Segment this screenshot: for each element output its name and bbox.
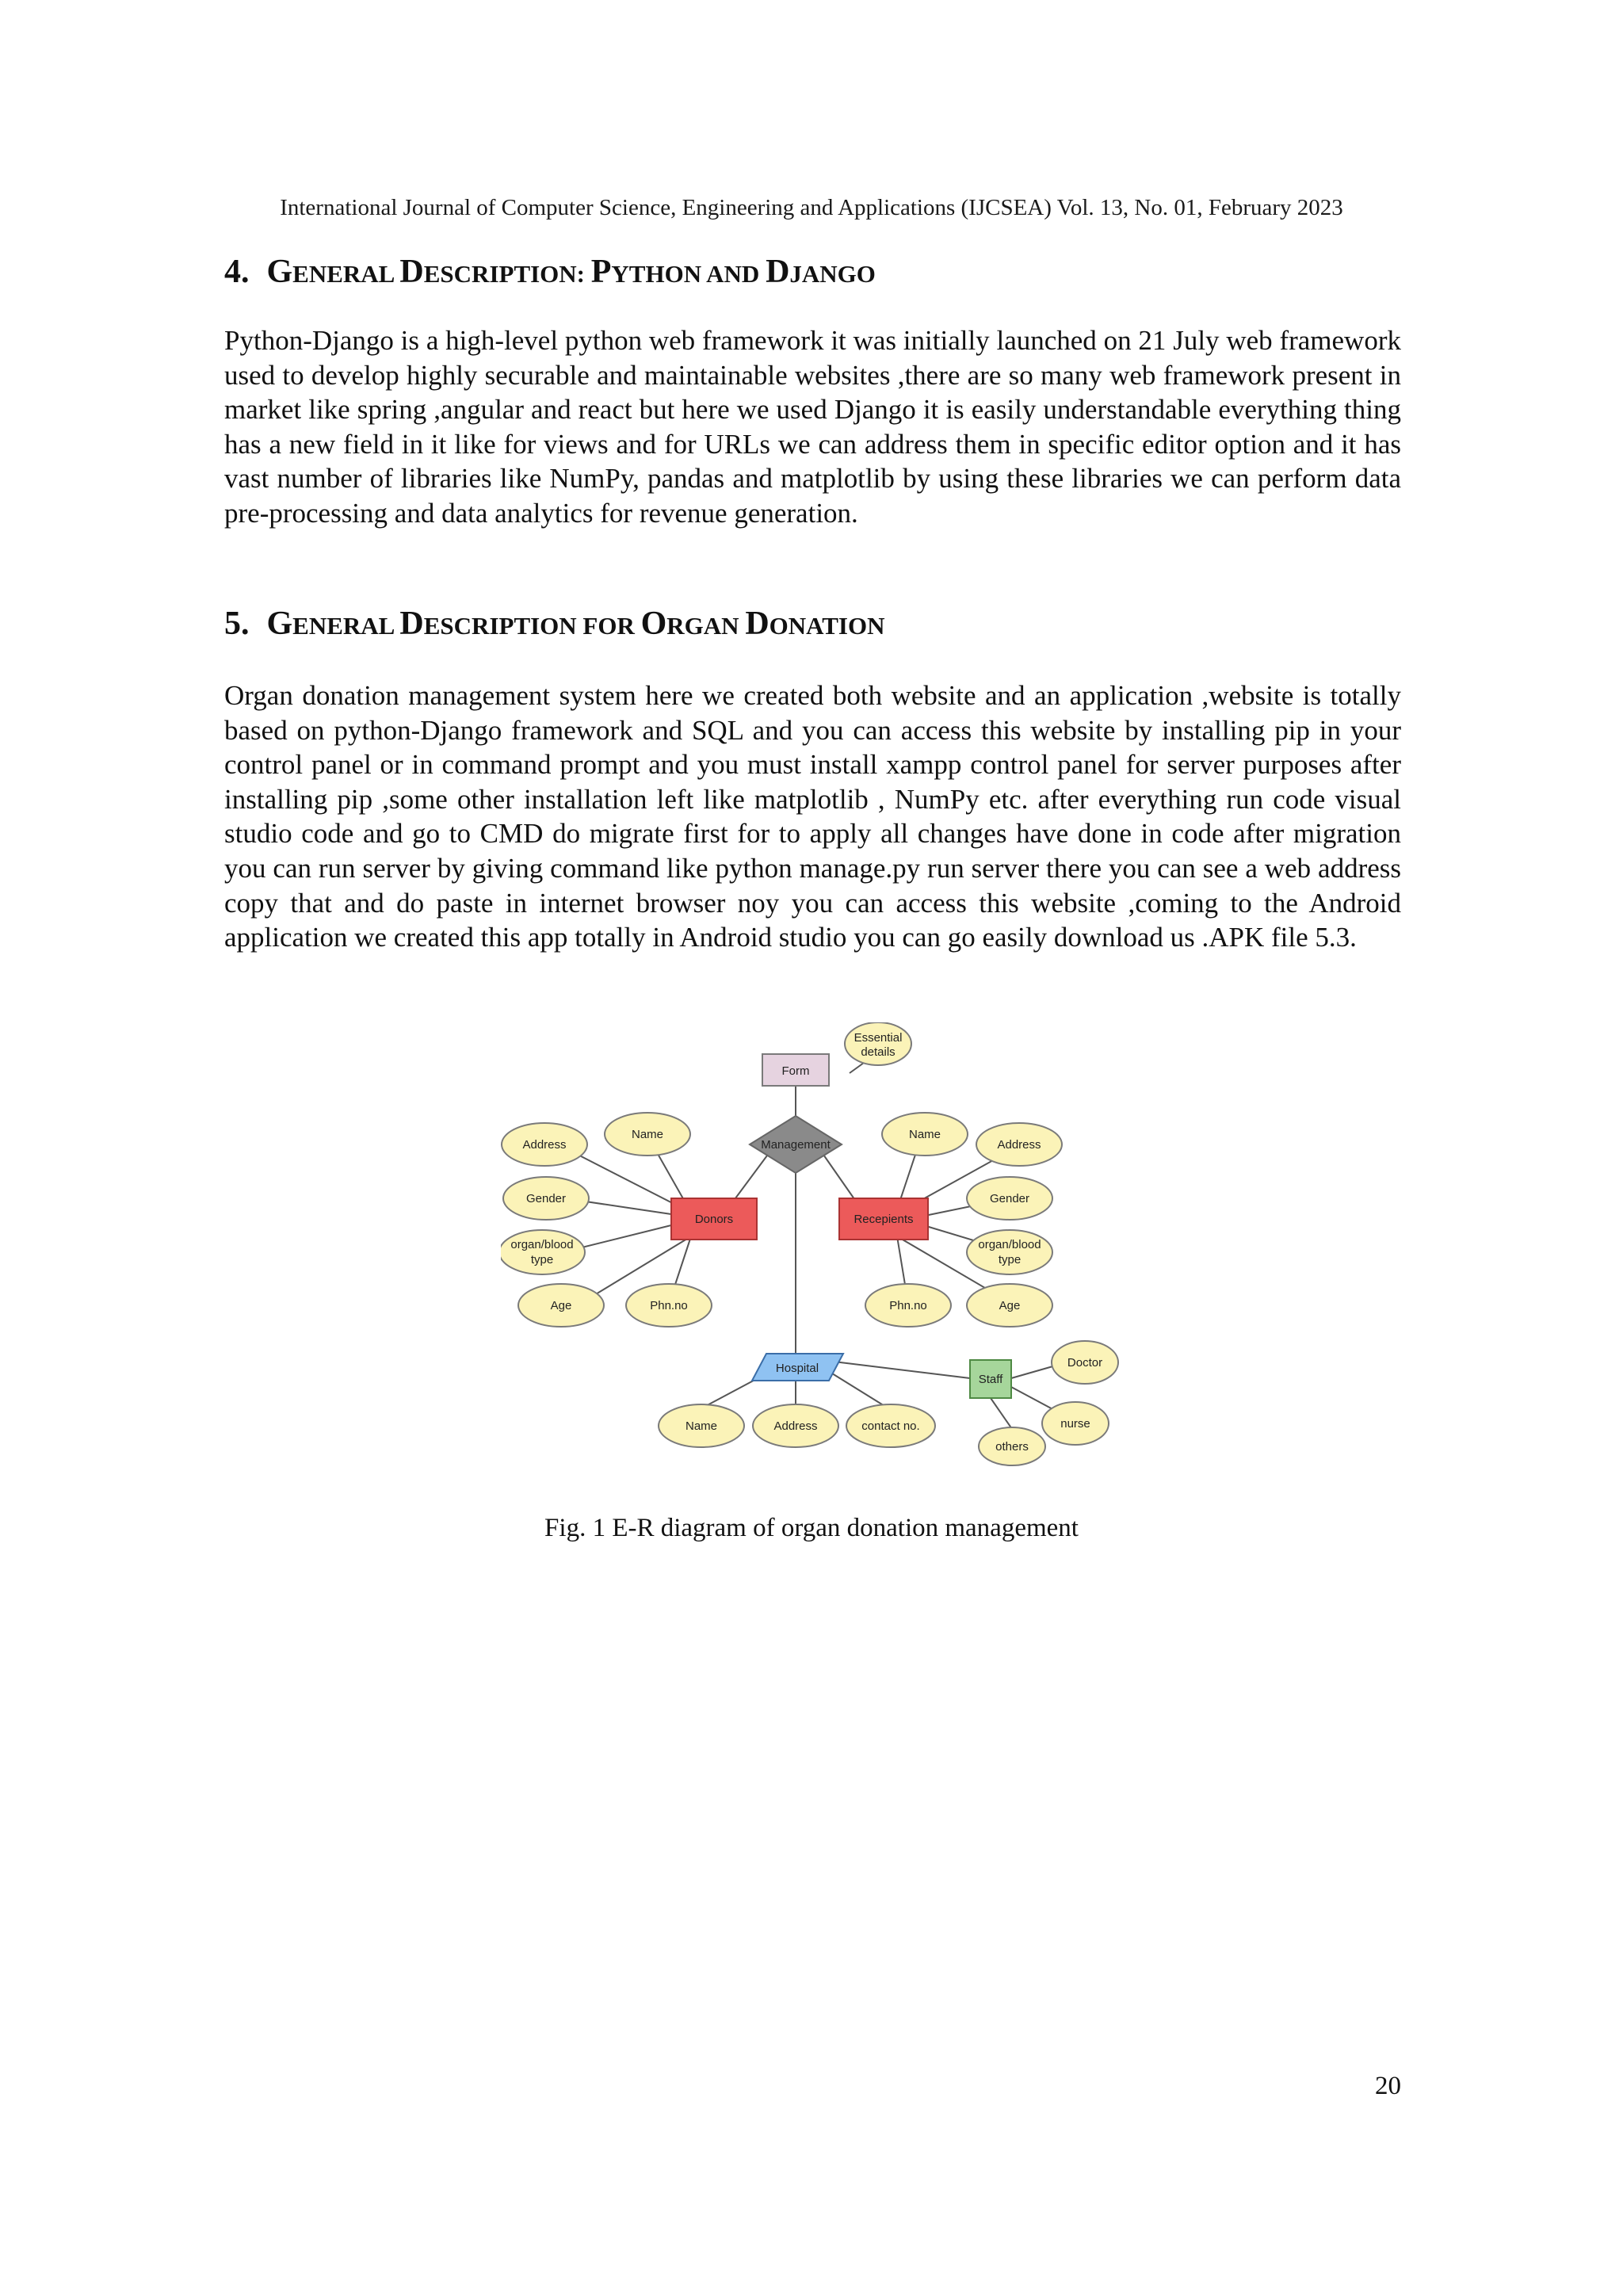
svg-text:organ/blood: organ/blood [978,1238,1041,1251]
attribute-staff-others [979,1427,1045,1465]
entity-recepients [839,1198,928,1240]
svg-text:Phn.no: Phn.no [889,1299,927,1312]
svg-text:Essential: Essential [854,1031,903,1045]
entity-donors [671,1198,757,1240]
section-5-paragraph: Organ donation management system here we created both website and an application ,website is totally based on python-Django framework and SQL and you can access this website by installing pip in your control panel or in command prompt and you must install xampp control panel for server purposes after installing pip ,some other installation left like matplotlib , NumPy etc. after everything run code visual studio code and go to CMD do migrate first for to apply all changes have done in code after migration you can run server by giving command like python manage.py run server there you can see a web address copy that and do paste in internet browser noy you can access this website ,coming to the Android application we created this app totally in Android studio you can go easily download us .APK file 5.3. [224,680,1401,953]
svg-text:Doctor: Doctor [1067,1356,1103,1370]
attribute-essential-details [845,1022,911,1065]
svg-text:Phn.no: Phn.no [650,1299,688,1312]
entity-hospital [752,1354,843,1381]
attribute-hospital-contact-no [846,1404,935,1447]
svg-text:type: type [530,1253,554,1266]
svg-text:Name: Name [908,1128,941,1141]
svg-text:Name: Name [631,1128,664,1141]
attribute-recipient-name [882,1113,968,1156]
svg-text:organ/blood: organ/blood [510,1238,574,1251]
svg-text:Gender: Gender [525,1192,567,1205]
attribute-hospital-name [659,1404,744,1447]
page-number: 20 [1375,2072,1401,2100]
svg-text:Age: Age [999,1299,1021,1312]
attribute-staff-nurse [1042,1402,1109,1445]
svg-text:Gender: Gender [989,1192,1030,1205]
running-header: International Journal of Computer Science, Engineering and Applications (IJCSEA) Vol. 13, No. 01, February 2023 [280,195,1343,220]
svg-text:others: others [995,1440,1029,1454]
svg-text:Name: Name [685,1419,718,1433]
section-4-paragraph: Python-Django is a high-level python web framework it was initially launched on 21 July web framework used to develop highly securable and maintainable websites ,there are so many web framework present in market like spring ,angular and react but here we used Django it is easily understandable everything thing has a new field in it like for views and for URLs we can address them in specific editor option and it has vast number of libraries like NumPy, pandas and matplotlib by using these libraries we can perform data pre-processing and data analytics for revenue generation. [224,325,1401,529]
svg-text:contact no.: contact no. [861,1419,920,1433]
section-4-heading: 4. GENERAL DESCRIPTION: PYTHON AND DJANGO [224,254,876,290]
attribute-recipient-gender [967,1177,1052,1220]
svg-text:Age: Age [550,1299,572,1312]
attribute-donor-organ-blood-type [501,1230,585,1274]
attribute-recipient-age [967,1284,1052,1327]
attribute-recipient-phn-no [865,1284,951,1327]
attribute-donor-name [605,1113,690,1156]
svg-text:Hospital: Hospital [775,1362,819,1375]
svg-text:Staff: Staff [978,1373,1003,1386]
er-diagram [501,1022,1127,1466]
svg-text:Donors: Donors [694,1213,734,1226]
svg-text:Recepients: Recepients [854,1213,914,1226]
svg-text:Form: Form [781,1064,810,1078]
svg-text:nurse: nurse [1060,1417,1090,1431]
svg-text:details: details [861,1045,896,1059]
attribute-recipient-organ-blood-type [967,1230,1052,1274]
attribute-hospital-address [753,1404,838,1447]
svg-text:Address: Address [522,1138,567,1152]
section-number: 4. [224,254,250,290]
relationship-management [750,1116,842,1173]
entity-form [762,1054,829,1086]
attribute-donor-address [502,1123,587,1166]
section-5-heading: 5. GENERAL DESCRIPTION FOR ORGAN DONATION [224,606,885,642]
figure-caption: Fig. 1 E-R diagram of organ donation management [544,1514,1079,1542]
svg-text:Management: Management [761,1138,831,1152]
svg-text:Address: Address [773,1419,818,1433]
svg-text:type: type [998,1253,1022,1266]
attribute-donor-age [518,1284,604,1327]
attribute-donor-phn-no [626,1284,712,1327]
attribute-recipient-address [976,1123,1062,1166]
svg-text:Address: Address [997,1138,1041,1152]
section-number: 5. [224,606,250,642]
attribute-donor-gender [503,1177,589,1220]
attribute-staff-doctor [1052,1341,1118,1384]
entity-staff [970,1360,1011,1398]
